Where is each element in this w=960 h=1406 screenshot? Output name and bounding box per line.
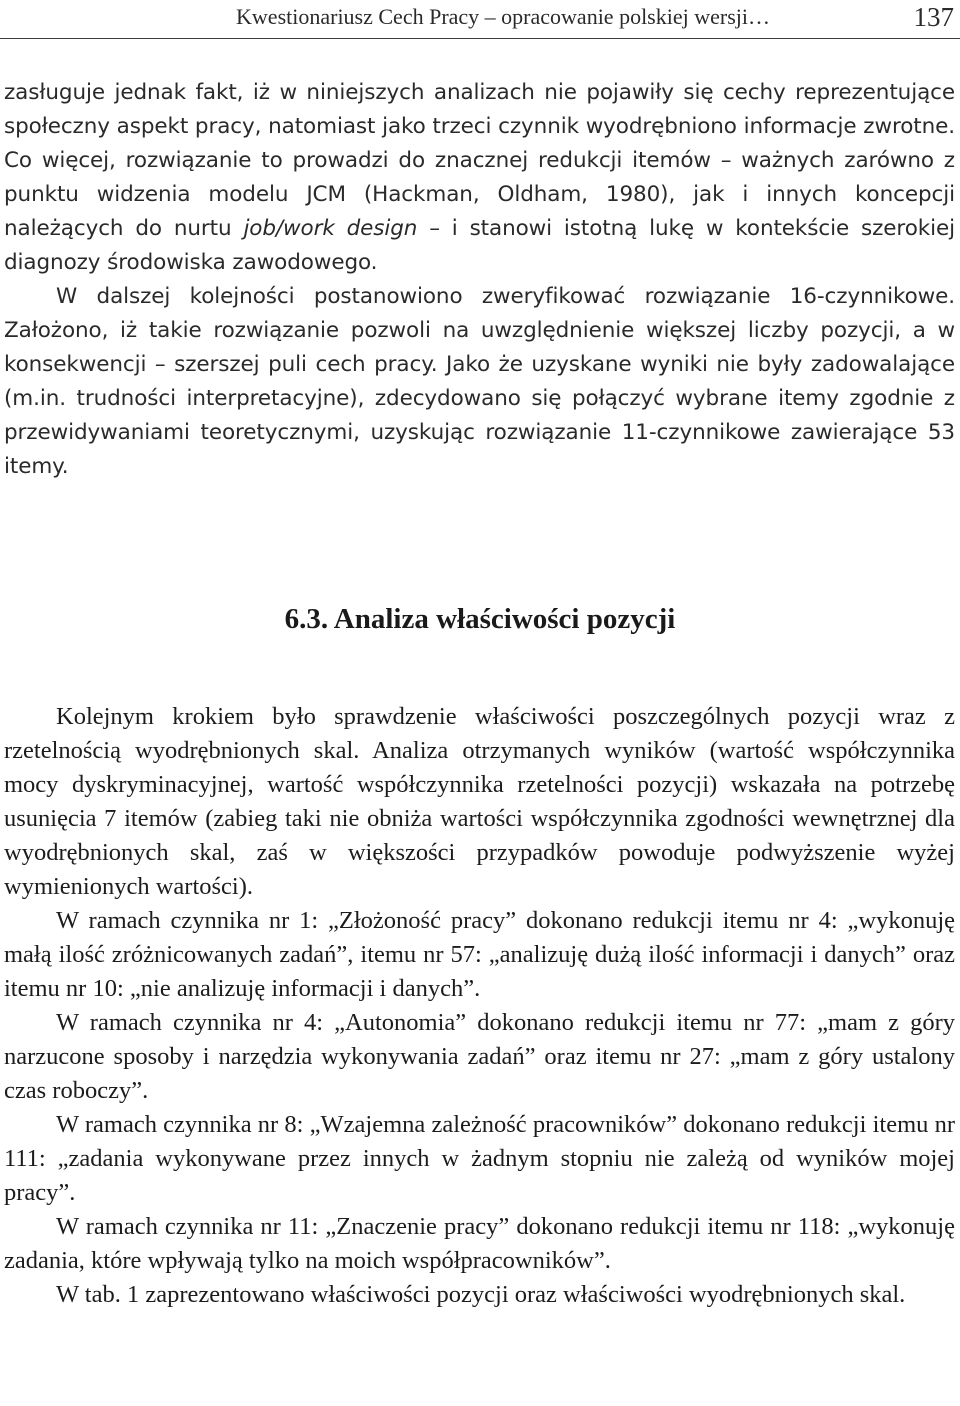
paragraph-continuation xyxy=(4,76,955,280)
paragraph: Kolejnym krokiem było sprawdzenie właściwości poszczególnych pozycji wraz z rzetelnością wyodrębnionych skal. Analiza otrzymanych wyników (wartość współczynnika mocy dyskryminacyjnej, wartość współczynnika rzetelności pozycji) wskazała na potrzebę usunięcia 7 itemów (zabieg taki nie obniża wartości współczynnika zgodności wewnętrznej dla wyodrębnionych skal, zaś w większości przypadków powoduje podwyższenie wyżej wymienionych wartości). xyxy=(4,703,955,900)
paragraph: W tab. 1 zaprezentowano właściwości pozycji oraz właściwości wyodrębnionych skal. xyxy=(56,1281,906,1308)
running-title: Kwestionariusz Cech Pracy – opracowanie polskiej wersji… xyxy=(236,4,770,29)
paragraph-text: zasługuje jednak fakt, iż w niniejszych analizach nie pojawiły się cechy reprezentujące społeczny aspekt pracy, natomiast jako trzeci czynnik wyodrębniono informacje zwrotne. Co więcej, rozwiązanie to prowadzi do znacznej redukcji itemów – ważnych zarówno z punktu widzenia modelu JCM (Hackman, Oldham, 1980), jak i innych koncepcji należących do nurtu xyxy=(4,80,955,241)
section-body xyxy=(4,700,955,1312)
running-header xyxy=(0,0,960,40)
top-text-block xyxy=(4,76,955,484)
italic-term: job/work design xyxy=(243,216,418,241)
paragraph-text: – i stanowi istotną lukę w kontekście szerokiej diagnozy środowiska zawodowego. xyxy=(4,216,955,275)
paragraph: W ramach czynnika nr 11: „Znaczenie pracy” dokonano redukcji itemu nr 118: „wykonuję zadania, które wpływają tylko na moich współpracowników”. xyxy=(4,1213,955,1274)
header-rule xyxy=(0,38,960,39)
page-number: 137 xyxy=(913,2,954,32)
paragraph: W dalszej kolejności postanowiono zweryfikować rozwiązanie 16-czynnikowe. Założono, iż takie rozwiązanie pozwoli na uwzględnienie większej liczby pozycji, a w konsekwencji – szerszej puli cech pracy. Jako że uzyskane wyniki nie były zadowalające (m.in. trudności interpretacyjne), zdecydowano się połączyć wybrane itemy zgodnie z przewidywaniami teoretycznymi, uzyskując rozwiązanie 11-czynnikowe zawierające 53 itemy. xyxy=(4,284,955,479)
paragraph: W ramach czynnika nr 4: „Autonomia” dokonano redukcji itemu nr 77: „mam z góry narzucone sposoby i narzędzia wykonywania zadań” oraz itemu nr 27: „mam z góry ustalony czas roboczy”. xyxy=(4,1009,955,1104)
paragraph: W ramach czynnika nr 1: „Złożoność pracy” dokonano redukcji itemu nr 4: „wykonuję małą ilość zróżnicowanych zadań”, itemu nr 57: „analizuję dużą ilość informacji i danych” oraz itemu nr 10: „nie analizuję informacji i danych”. xyxy=(4,907,955,1002)
paragraph: W ramach czynnika nr 8: „Wzajemna zależność pracowników” dokonano redukcji itemu nr 111: „zadania wykonywane przez innych w żadnym stopniu nie zależą od wyników mojej pracy”. xyxy=(4,1111,955,1206)
section-heading: 6.3. Analiza właściwości pozycji xyxy=(284,603,676,635)
